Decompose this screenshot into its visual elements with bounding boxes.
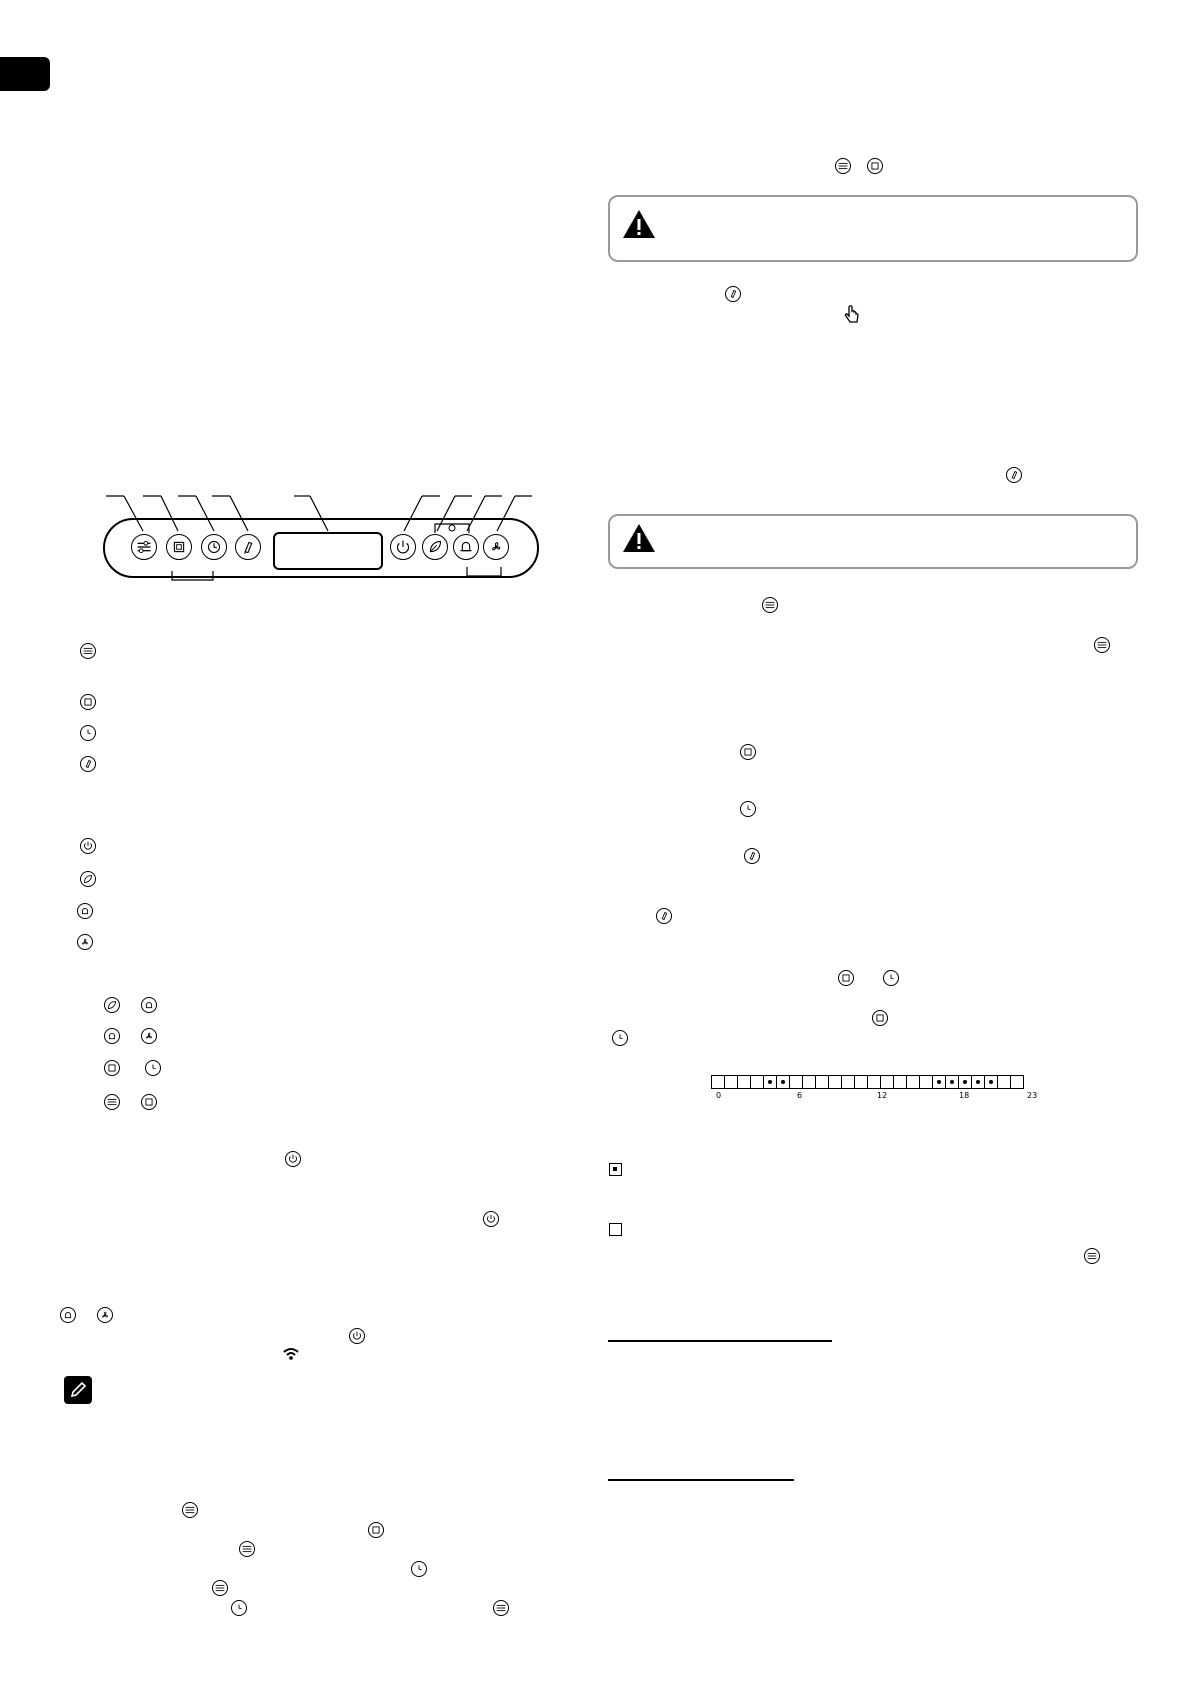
warning-box [608,195,1138,262]
timeline-hour-1 [724,1075,738,1089]
sliders-icon [182,1502,198,1518]
timeline-hour-21 [984,1075,998,1089]
power-icon [349,1328,365,1344]
timeline-hour-20 [971,1075,985,1089]
power-icon [483,1211,499,1227]
fan-icon [97,1307,113,1323]
hand-pointer-icon [844,305,860,325]
panel-bell-button[interactable] [453,534,479,560]
sliders-icon [493,1600,509,1616]
timeline-hour-12 [867,1075,881,1089]
program-square-icon [104,1060,120,1076]
fan-icon [141,1028,157,1044]
timeline-label-0: 0 [716,1091,722,1100]
plug-icon [744,848,760,864]
bell-icon [141,997,157,1013]
clock-icon [231,1600,247,1616]
bell-icon [77,903,93,919]
timeline-hour-7 [802,1075,816,1089]
clock-icon [411,1561,427,1577]
leaf-icon [104,997,120,1013]
combo-bracket-left [170,570,220,584]
panel-clock-button[interactable] [201,534,227,560]
timeline-hour-5 [776,1075,790,1089]
clock-icon [80,725,96,741]
program-square-icon [80,694,96,710]
sliders-icon [762,597,778,613]
combo-bracket-bottom [465,566,505,582]
program-square-icon [368,1522,384,1538]
section-rule [608,1479,794,1481]
program-square-icon [867,158,883,174]
timeline-hour-15 [906,1075,920,1089]
panel-settings-button[interactable] [131,534,157,560]
page-tab-marker [0,57,50,91]
timeline-hour-18 [945,1075,959,1089]
timeline-hour-0 [711,1075,725,1089]
power-icon [285,1151,301,1167]
plug-icon [80,756,96,772]
combo-bracket-top [433,522,473,534]
sliders-icon [104,1094,120,1110]
timeline-hour-11 [854,1075,868,1089]
clock-icon [612,1030,628,1046]
timeline-hour-19 [958,1075,972,1089]
sliders-icon [835,158,851,174]
timeline-hour-23 [1010,1075,1024,1089]
clock-icon [883,970,899,986]
timeline-hour-16 [919,1075,933,1089]
program-square-icon [872,1010,888,1026]
panel-plug-button[interactable] [235,534,261,560]
bell-icon [104,1028,120,1044]
fan-icon [77,934,93,950]
timeline-hour-14 [893,1075,907,1089]
program-square-icon [838,970,854,986]
panel-fan-button[interactable] [483,534,509,560]
timeline-label-12: 12 [877,1091,888,1100]
timeline-hour-8 [815,1075,829,1089]
sliders-icon [1094,637,1110,653]
timeline-hour-6 [789,1075,803,1089]
sliders-icon [1084,1248,1100,1264]
sliders-icon [80,643,96,659]
active-hour-legend-box [609,1163,622,1176]
bell-icon [60,1307,76,1323]
timeline-hour-22 [997,1075,1011,1089]
plug-icon [725,286,741,302]
warning-box [608,514,1138,569]
warning-triangle-icon [622,523,656,553]
leaf-icon [80,871,96,887]
timeline-hour-13 [880,1075,894,1089]
clock-icon [740,801,756,817]
section-rule [608,1340,832,1342]
sliders-icon [239,1541,255,1557]
timeline-hour-10 [841,1075,855,1089]
timeline-hour-2 [737,1075,751,1089]
timeline-label-23: 23 [1027,1091,1038,1100]
schedule-timeline [712,1075,1024,1089]
panel-program-button[interactable] [166,534,192,560]
timeline-label-6: 6 [797,1091,803,1100]
sliders-icon [212,1580,228,1596]
panel-power-button[interactable] [390,534,416,560]
panel-eco-button[interactable] [422,534,448,560]
timeline-hour-4 [763,1075,777,1089]
timeline-hour-9 [828,1075,842,1089]
clock-icon [145,1060,161,1076]
timeline-hour-17 [932,1075,946,1089]
program-square-icon [141,1094,157,1110]
timeline-label-18: 18 [959,1091,970,1100]
power-icon [80,838,96,854]
pencil-note-icon [64,1376,92,1404]
wifi-icon [282,1347,300,1361]
warning-triangle-icon [622,209,656,239]
inactive-hour-legend-box [609,1223,622,1236]
timeline-hour-3 [750,1075,764,1089]
plug-icon [1006,467,1022,483]
plug-icon [656,908,672,924]
program-square-icon [740,744,756,760]
panel-display [273,532,383,570]
